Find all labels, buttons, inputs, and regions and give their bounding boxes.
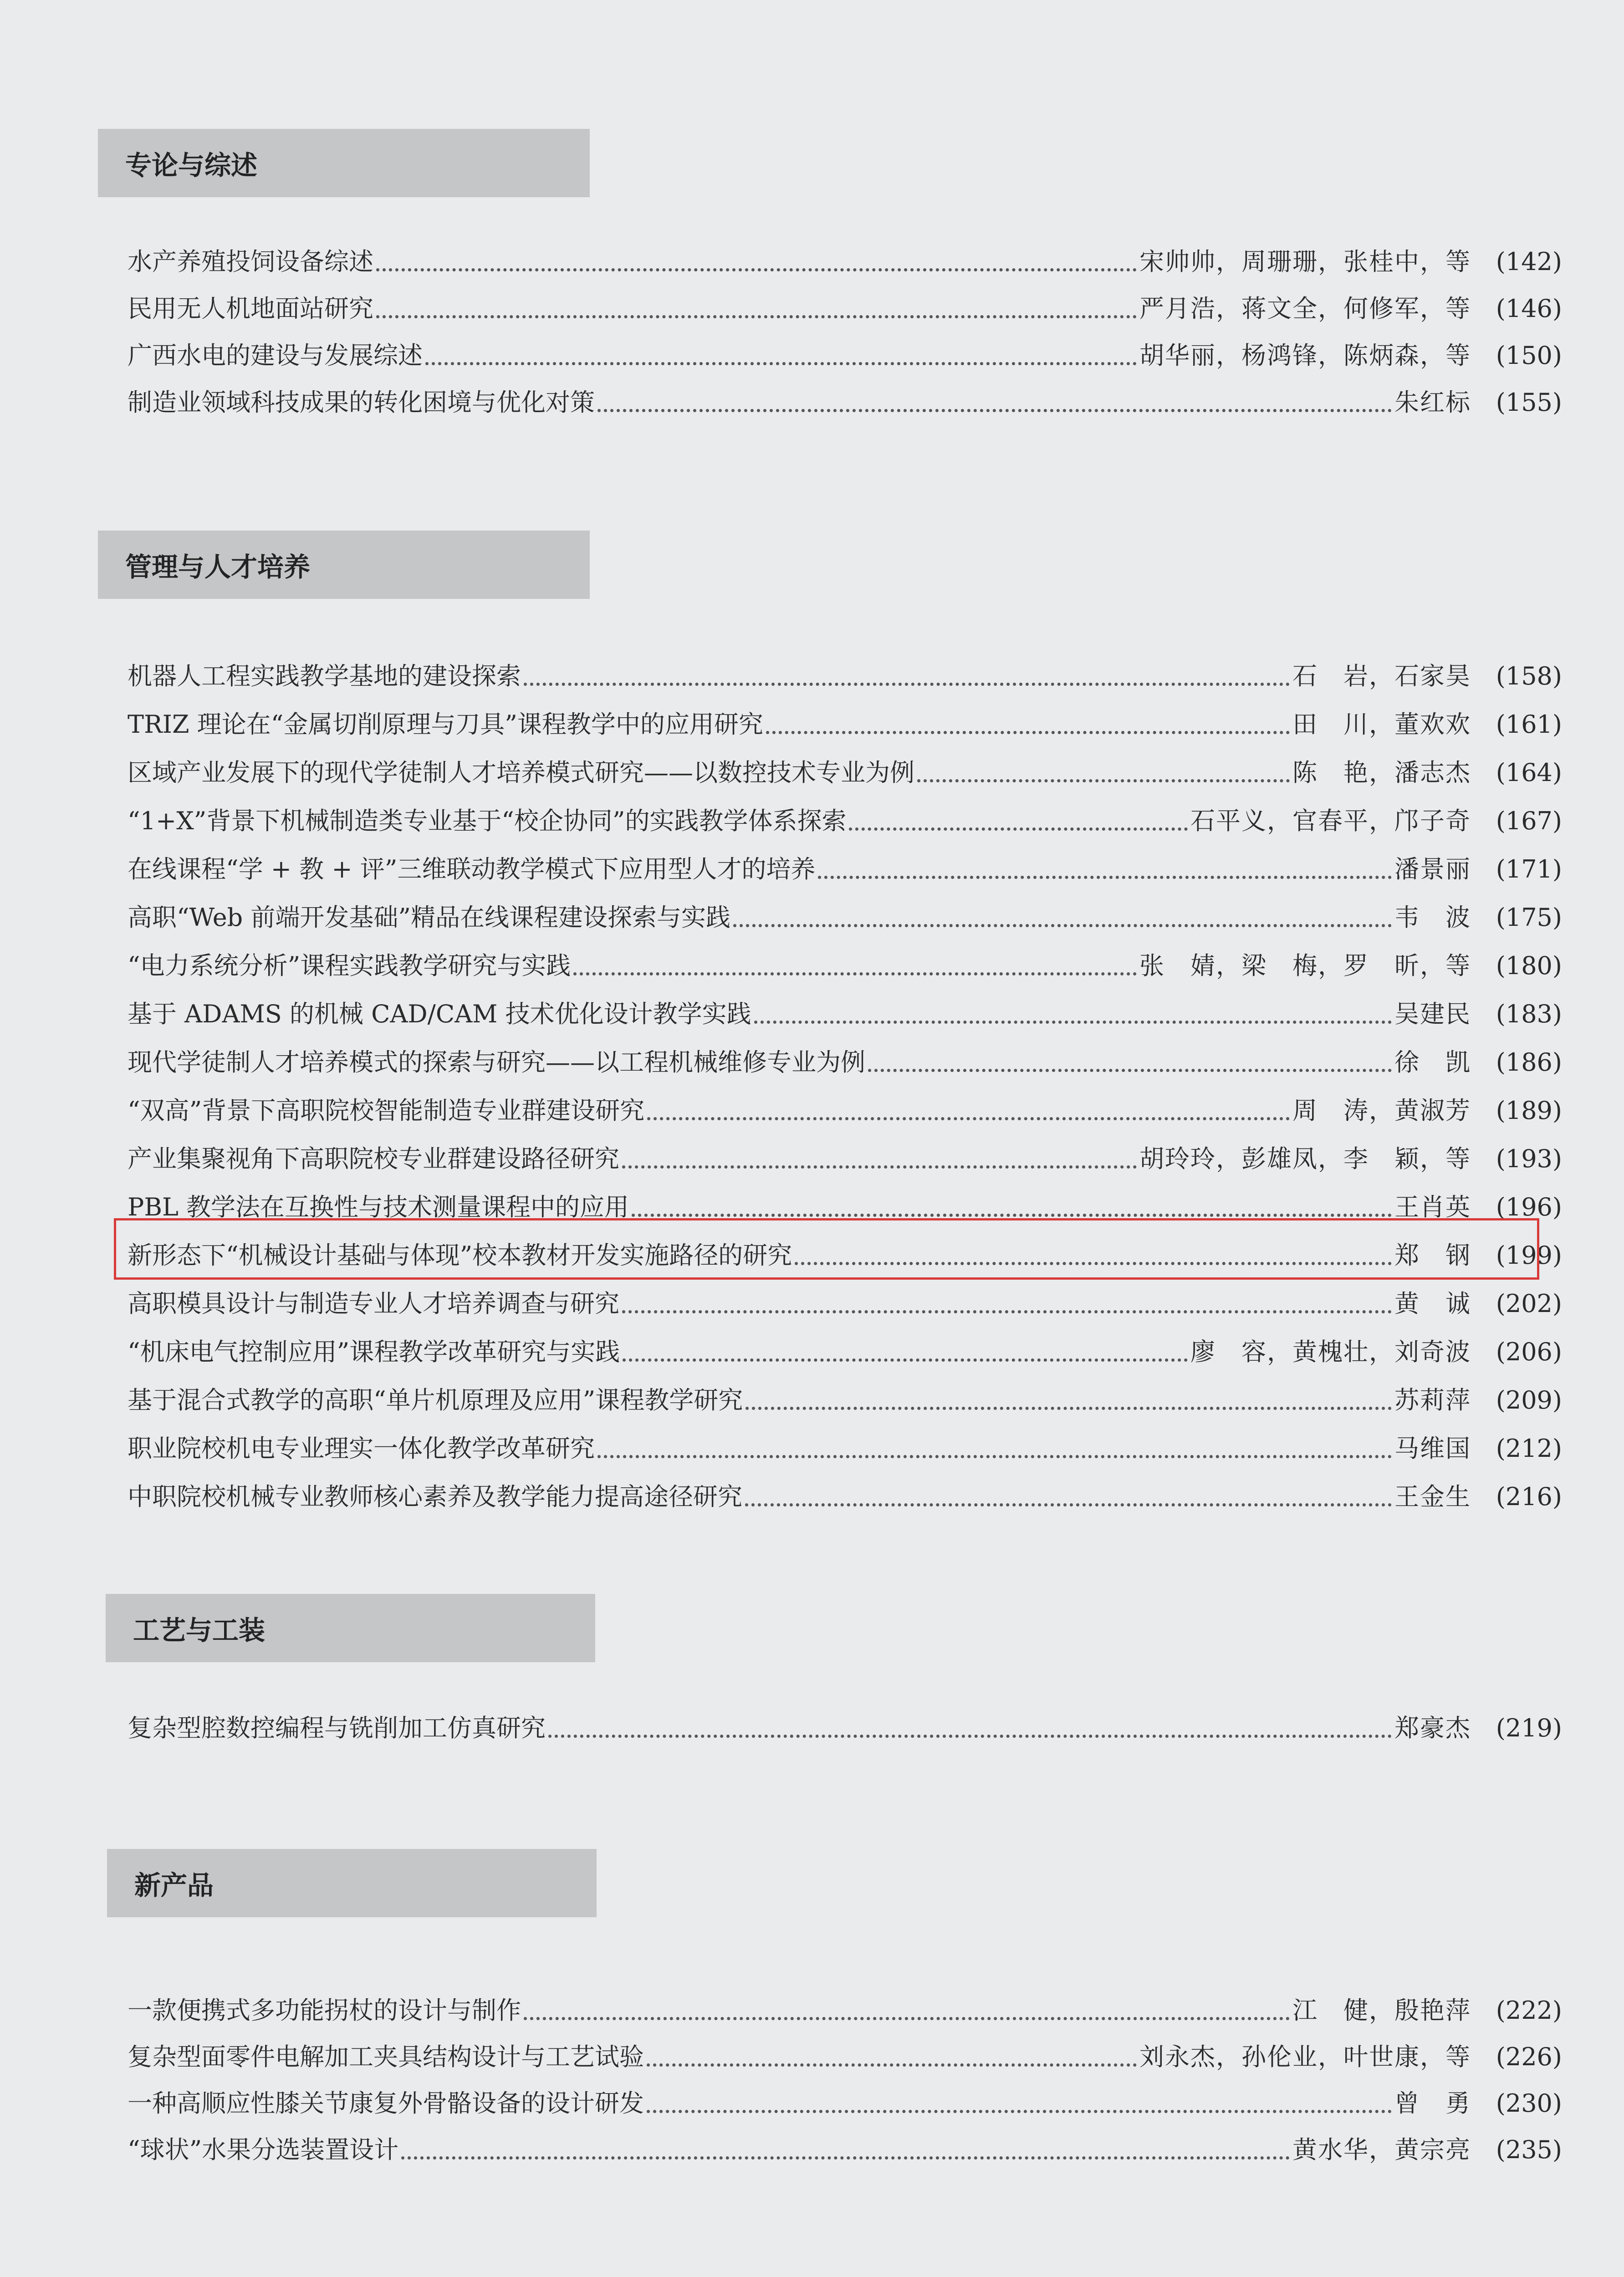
entry-page: (235) (1496, 2135, 1562, 2164)
dot-leader (849, 827, 1188, 831)
entry-page: (175) (1496, 903, 1562, 932)
dot-leader (818, 876, 1392, 879)
entry-page: (158) (1496, 662, 1562, 690)
dot-leader (766, 731, 1290, 734)
entry-title: 广西水电的建设与发展综述 (128, 341, 423, 370)
entry-title: 水产养殖投饲设备综述 (128, 247, 373, 276)
dot-leader (623, 1358, 1188, 1362)
entry-title: 一款便携式多功能拐杖的设计与制作 (128, 1996, 521, 2025)
toc-entry[interactable] (128, 699, 1562, 740)
entry-author: 石平义，官春平，邝子奇 (1190, 807, 1471, 835)
toc-entry[interactable] (128, 237, 1562, 278)
entry-author: 廖 容，黄槐壮，刘奇波 (1190, 1338, 1471, 1366)
toc-entry[interactable] (128, 1986, 1562, 2027)
entry-title: 基于混合式教学的高职“单片机原理及应用”课程教学研究 (128, 1386, 743, 1414)
entry-page: (171) (1496, 855, 1562, 883)
entry-author: 朱红标 (1394, 388, 1471, 417)
entry-page: (155) (1496, 388, 1562, 417)
section-title: 专论与综述 (125, 150, 258, 181)
entry-page: (186) (1496, 1048, 1562, 1077)
entry-author: 张 婧，梁 梅，罗 昕，等 (1139, 951, 1471, 980)
dot-leader (548, 1735, 1392, 1738)
toc-entry[interactable] (128, 796, 1562, 837)
dot-leader (622, 1165, 1137, 1169)
entry-author: 黄水华，黄宗亮 (1292, 2135, 1471, 2164)
section-title: 管理与人才培养 (125, 551, 311, 582)
toc-entry[interactable] (128, 1472, 1562, 1513)
entry-page: (193) (1496, 1144, 1562, 1173)
toc-entry[interactable] (128, 284, 1562, 325)
entry-author: 周 涛，黄淑芳 (1292, 1096, 1471, 1125)
highlight-box (114, 1218, 1539, 1280)
section-title: 新产品 (134, 1870, 214, 1901)
dot-leader (647, 1117, 1290, 1120)
toc-entry[interactable] (128, 989, 1562, 1030)
dot-leader (524, 2017, 1290, 2020)
toc-entry[interactable] (128, 844, 1562, 885)
entry-page: (216) (1496, 1482, 1562, 1511)
toc-entry[interactable] (128, 2032, 1562, 2073)
section-title: 工艺与工装 (133, 1615, 266, 1646)
entry-title: TRIZ 理论在“金属切削原理与刀具”课程教学中的应用研究 (128, 710, 763, 739)
entry-author: 吴建民 (1394, 1000, 1471, 1028)
toc-entry[interactable] (128, 2078, 1562, 2119)
entry-title: 复杂型面零件电解加工夹具结构设计与工艺试验 (128, 2042, 644, 2071)
dot-leader (524, 683, 1290, 686)
entry-author: 曾 勇 (1394, 2089, 1471, 2118)
entry-title: 高职模具设计与制造专业人才培养调查与研究 (128, 1289, 619, 1318)
entry-title: 高职“Web 前端开发基础”精品在线课程建设探索与实践 (128, 903, 730, 932)
dot-leader (376, 315, 1137, 318)
entry-author: 苏莉萍 (1394, 1386, 1471, 1414)
entry-page: (219) (1496, 1714, 1562, 1742)
entry-title: 复杂型腔数控编程与铣削加工仿真研究 (128, 1714, 546, 1742)
entry-author: 郑 钢 (1394, 1241, 1471, 1270)
toc-entry[interactable] (128, 1424, 1562, 1465)
section-header-management (98, 531, 590, 599)
entry-author: 胡华丽，杨鸿锋，陈炳森，等 (1139, 341, 1471, 370)
entry-page: (146) (1496, 294, 1562, 323)
entry-author: 郑豪杰 (1394, 1714, 1471, 1742)
entry-page: (206) (1496, 1338, 1562, 1366)
entry-page: (161) (1496, 710, 1562, 739)
entry-title: 新形态下“机械设计基础与体现”校本教材开发实施路径的研究 (128, 1241, 792, 1270)
entry-page: (230) (1496, 2089, 1562, 2118)
entry-author: 黄 诚 (1394, 1289, 1471, 1318)
dot-leader (647, 2063, 1137, 2067)
dot-leader (746, 1407, 1392, 1410)
entry-author: 刘永杰，孙伦业，叶世康，等 (1139, 2042, 1471, 2071)
entry-page: (189) (1496, 1096, 1562, 1125)
entry-title: 产业集聚视角下高职院校专业群建设路径研究 (128, 1144, 619, 1173)
entry-author: 王肖英 (1394, 1193, 1471, 1221)
toc-entry[interactable] (128, 2125, 1562, 2166)
entry-title: 制造业领域科技成果的转化困境与优化对策 (128, 388, 595, 417)
entry-title: 机器人工程实践教学基地的建设探索 (128, 662, 521, 690)
entry-author: 徐 凯 (1394, 1048, 1471, 1077)
entry-page: (196) (1496, 1193, 1562, 1221)
dot-leader (598, 409, 1392, 412)
entry-title: 民用无人机地面站研究 (128, 294, 373, 323)
dot-leader (573, 972, 1137, 975)
entry-page: (150) (1496, 341, 1562, 370)
toc-entry[interactable] (128, 1182, 1562, 1223)
entry-author: 石 岩，石家昊 (1292, 662, 1471, 690)
entry-title: 基于 ADAMS 的机械 CAD/CAM 技术优化设计教学实践 (128, 1000, 751, 1028)
entry-page: (142) (1496, 247, 1562, 276)
toc-entry[interactable] (128, 331, 1562, 372)
entry-page: (164) (1496, 758, 1562, 787)
entry-author: 韦 波 (1394, 903, 1471, 932)
entry-title: 在线课程“学 + 教 + 评”三维联动教学模式下应用型人才的培养 (128, 855, 816, 883)
entry-page: (180) (1496, 951, 1562, 980)
dot-leader (733, 924, 1392, 927)
entry-title: 中职院校机械专业教师核心素养及教学能力提高途径研究 (128, 1482, 742, 1511)
dot-leader (376, 268, 1137, 271)
dot-leader (598, 1455, 1392, 1458)
entry-title: “机床电气控制应用”课程教学改革研究与实践 (128, 1338, 620, 1366)
entry-page: (222) (1496, 1996, 1562, 2025)
entry-author: 王金生 (1394, 1482, 1471, 1511)
toc-entry[interactable] (128, 1279, 1562, 1320)
entry-author: 潘景丽 (1394, 855, 1471, 883)
entry-page: (183) (1496, 1000, 1562, 1028)
entry-page: (202) (1496, 1289, 1562, 1318)
entry-author: 江 健，殷艳萍 (1292, 1996, 1471, 2025)
entry-title: 区域产业发展下的现代学徒制人才培养模式研究——以数控技术专业为例 (128, 758, 914, 787)
entry-title: 现代学徒制人才培养模式的探索与研究——以工程机械维修专业为例 (128, 1048, 865, 1077)
entry-title: “电力系统分析”课程实践教学研究与实践 (128, 951, 571, 980)
toc-entry[interactable] (128, 748, 1562, 789)
toc-entry[interactable] (128, 378, 1562, 419)
dot-leader (622, 1310, 1392, 1313)
dot-leader (754, 1021, 1392, 1024)
toc-entry[interactable] (128, 1327, 1562, 1368)
dot-leader (632, 1214, 1392, 1217)
section-header-review (98, 129, 590, 197)
dot-leader (745, 1503, 1392, 1506)
toc-entry[interactable] (128, 1134, 1562, 1175)
entry-page: (212) (1496, 1434, 1562, 1463)
toc-entry[interactable] (128, 893, 1562, 934)
entry-page: (199) (1496, 1241, 1562, 1270)
entry-author: 马维国 (1394, 1434, 1471, 1463)
entry-title: “球状”水果分选装置设计 (128, 2135, 399, 2164)
toc-entry[interactable] (128, 1086, 1562, 1127)
toc-entry[interactable] (128, 1037, 1562, 1078)
section-header-process (106, 1594, 595, 1662)
dot-leader (425, 362, 1137, 365)
dot-leader (401, 2156, 1290, 2160)
toc-entry[interactable] (128, 941, 1562, 982)
entry-title: PBL 教学法在互换性与技术测量课程中的应用 (128, 1193, 629, 1221)
entry-page: (209) (1496, 1386, 1562, 1414)
toc-entry[interactable] (128, 651, 1562, 692)
entry-page: (226) (1496, 2042, 1562, 2071)
entry-title: “1+X”背景下机械制造类专业基于“校企协同”的实践教学体系探索 (128, 807, 847, 835)
entry-author: 陈 艳，潘志杰 (1292, 758, 1471, 787)
entry-author: 田 川，董欢欢 (1292, 710, 1471, 739)
section-header-new-products (107, 1849, 597, 1917)
entry-author: 严月浩，蒋文全，何修军，等 (1139, 294, 1471, 323)
dot-leader (647, 2110, 1392, 2113)
dot-leader (868, 1069, 1392, 1072)
toc-entry[interactable] (128, 1375, 1562, 1416)
entry-title: 一种高顺应性膝关节康复外骨骼设备的设计研发 (128, 2089, 644, 2118)
entry-author: 宋帅帅，周珊珊，张桂中，等 (1139, 247, 1471, 276)
entry-page: (167) (1496, 807, 1562, 835)
entry-title: 职业院校机电专业理实一体化教学改革研究 (128, 1434, 595, 1463)
dot-leader (917, 779, 1290, 782)
toc-entry[interactable] (128, 1703, 1562, 1744)
entry-author: 胡玲玲，彭雄凤，李 颖，等 (1139, 1144, 1471, 1173)
entry-title: “双高”背景下高职院校智能制造专业群建设研究 (128, 1096, 645, 1125)
